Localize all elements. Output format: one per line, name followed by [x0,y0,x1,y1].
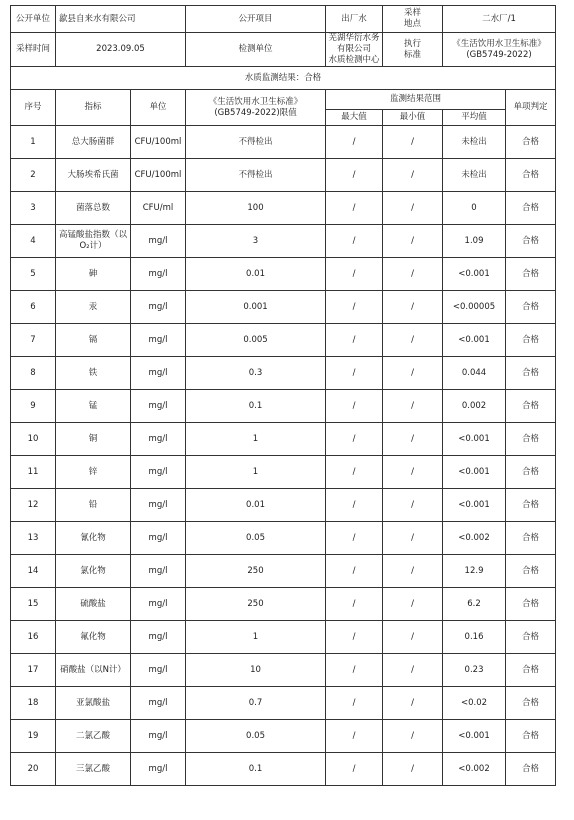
cell-min: / [383,621,443,654]
cell-max: / [326,555,383,588]
cell-avg: 1.09 [443,225,506,258]
cell-item: 锌 [56,456,131,489]
cell-no: 7 [11,324,56,357]
cell-unit: mg/l [131,291,186,324]
cell-max: / [326,225,383,258]
col-no: 序号 [11,90,56,126]
col-verdict: 单项判定 [506,90,556,126]
cell-no: 6 [11,291,56,324]
cell-verdict: 合格 [506,522,556,555]
cell-avg: 0.23 [443,654,506,687]
std-label-line-2: 标准 [404,49,422,60]
cell-item: 高锰酸盐指数（以O₂计） [56,225,131,258]
table-row [11,258,556,291]
cell-max: / [326,621,383,654]
cell-max: / [326,291,383,324]
cell-min: / [383,258,443,291]
cell-avg: 0 [443,192,506,225]
cell-avg: 0.002 [443,390,506,423]
table-row [11,588,556,621]
col-limit-line-2: (GB5749-2022)限值 [214,107,297,118]
cell-limit: 0.05 [186,720,326,753]
cell-unit: CFU/100ml [131,159,186,192]
cell-no: 3 [11,192,56,225]
cell-verdict: 合格 [506,423,556,456]
cell-verdict: 合格 [506,489,556,522]
cell-item: 铁 [56,357,131,390]
cell-avg: 未检出 [443,159,506,192]
cell-unit: mg/l [131,456,186,489]
cell-avg: <0.001 [443,324,506,357]
cell-limit: 0.01 [186,258,326,291]
table-row [11,687,556,720]
col-min: 最小值 [383,110,443,126]
cell-min: / [383,225,443,258]
site-label-line-1: 采样 [404,8,422,18]
table-row [11,753,556,786]
org-value-line-1: 芜湖华衍水务有限公司 [328,33,380,54]
cell-unit: mg/l [131,720,186,753]
cell-no: 17 [11,654,56,687]
cell-min: / [383,588,443,621]
cell-unit: mg/l [131,258,186,291]
cell-limit: 0.05 [186,522,326,555]
cell-avg: 12.9 [443,555,506,588]
col-item: 指标 [56,90,131,126]
cell-unit: mg/l [131,654,186,687]
org-value-line-2: 水质检测中心 [328,55,380,65]
cell-max: / [326,390,383,423]
cell-item: 锰 [56,390,131,423]
cell-max: / [326,456,383,489]
site-value: 二水厂/1 [443,6,556,33]
water-quality-report [10,5,555,786]
cell-no: 20 [11,753,56,786]
cell-avg: <0.002 [443,522,506,555]
cell-max: / [326,489,383,522]
cell-min: / [383,720,443,753]
cell-verdict: 合格 [506,555,556,588]
org-value [326,33,383,67]
cell-min: / [383,456,443,489]
cell-item: 大肠埃希氏菌 [56,159,131,192]
unit-label: 公开单位 [11,6,56,33]
cell-verdict: 合格 [506,258,556,291]
cell-avg: 0.16 [443,621,506,654]
cell-max: / [326,126,383,159]
cell-limit: 0.01 [186,489,326,522]
site-label [383,6,443,33]
cell-verdict: 合格 [506,456,556,489]
cell-min: / [383,192,443,225]
cell-max: / [326,687,383,720]
cell-avg: <0.001 [443,720,506,753]
cell-min: / [383,390,443,423]
cell-max: / [326,357,383,390]
cell-min: / [383,522,443,555]
cell-no: 4 [11,225,56,258]
cell-verdict: 合格 [506,687,556,720]
time-label: 采样时间 [11,33,56,67]
cell-no: 2 [11,159,56,192]
cell-verdict: 合格 [506,324,556,357]
cell-no: 8 [11,357,56,390]
table-row [11,720,556,753]
cell-max: / [326,522,383,555]
cell-unit: mg/l [131,522,186,555]
cell-max: / [326,192,383,225]
std-label-line-1: 执行 [404,38,422,49]
cell-avg: <0.001 [443,489,506,522]
col-limit [186,90,326,126]
cell-max: / [326,720,383,753]
cell-unit: mg/l [131,324,186,357]
cell-limit: 0.7 [186,687,326,720]
table-row [11,654,556,687]
column-header-row [11,90,556,110]
cell-min: / [383,357,443,390]
table-row [11,291,556,324]
table-row [11,192,556,225]
cell-avg: <0.02 [443,687,506,720]
std-value [443,33,556,67]
cell-max: / [326,258,383,291]
cell-no: 13 [11,522,56,555]
cell-unit: mg/l [131,621,186,654]
cell-unit: CFU/ml [131,192,186,225]
cell-limit: 250 [186,555,326,588]
col-unit: 单位 [131,90,186,126]
cell-avg: 未检出 [443,126,506,159]
cell-item: 菌落总数 [56,192,131,225]
cell-no: 10 [11,423,56,456]
cell-verdict: 合格 [506,588,556,621]
cell-min: / [383,324,443,357]
site-label-line-2: 地点 [404,19,422,29]
cell-limit: 100 [186,192,326,225]
cell-limit: 不得检出 [186,159,326,192]
col-max: 最大值 [326,110,383,126]
cell-unit: CFU/100ml [131,126,186,159]
cell-verdict: 合格 [506,159,556,192]
cell-verdict: 合格 [506,654,556,687]
cell-no: 14 [11,555,56,588]
header-row-2 [11,33,556,67]
cell-limit: 1 [186,423,326,456]
std-label [383,33,443,67]
cell-verdict: 合格 [506,390,556,423]
cell-verdict: 合格 [506,753,556,786]
cell-avg: <0.001 [443,423,506,456]
cell-item: 三氯乙酸 [56,753,131,786]
cell-limit: 0.3 [186,357,326,390]
table-row [11,522,556,555]
std-value-line-2: (GB5749-2022) [466,49,532,60]
unit-value: 歙县自来水有限公司 [56,6,186,33]
cell-item: 硝酸盐（以N计） [56,654,131,687]
cell-max: / [326,324,383,357]
table-row [11,423,556,456]
cell-avg: <0.001 [443,456,506,489]
cell-verdict: 合格 [506,357,556,390]
cell-max: / [326,423,383,456]
table-row [11,357,556,390]
cell-no: 18 [11,687,56,720]
table-row [11,390,556,423]
cell-unit: mg/l [131,588,186,621]
cell-max: / [326,753,383,786]
cell-no: 11 [11,456,56,489]
cell-unit: mg/l [131,753,186,786]
cell-verdict: 合格 [506,720,556,753]
cell-verdict: 合格 [506,291,556,324]
cell-item: 氰化物 [56,522,131,555]
cell-item: 硫酸盐 [56,588,131,621]
table-row [11,621,556,654]
cell-item: 二氯乙酸 [56,720,131,753]
cell-verdict: 合格 [506,192,556,225]
cell-avg: <0.00005 [443,291,506,324]
cell-max: / [326,588,383,621]
cell-limit: 3 [186,225,326,258]
cell-item: 铜 [56,423,131,456]
cell-limit: 0.005 [186,324,326,357]
cell-unit: mg/l [131,357,186,390]
cell-no: 9 [11,390,56,423]
summary-row [11,67,556,90]
cell-no: 16 [11,621,56,654]
cell-no: 5 [11,258,56,291]
header-row-1 [11,6,556,33]
cell-avg: 0.044 [443,357,506,390]
cell-limit: 不得检出 [186,126,326,159]
cell-avg: <0.002 [443,753,506,786]
project-value: 出厂水 [326,6,383,33]
cell-no: 19 [11,720,56,753]
cell-item: 氯化物 [56,555,131,588]
table-row [11,555,556,588]
cell-avg: 6.2 [443,588,506,621]
cell-unit: mg/l [131,390,186,423]
table-row [11,489,556,522]
cell-avg: <0.001 [443,258,506,291]
cell-min: / [383,423,443,456]
cell-verdict: 合格 [506,126,556,159]
cell-limit: 1 [186,621,326,654]
cell-unit: mg/l [131,225,186,258]
cell-limit: 10 [186,654,326,687]
cell-unit: mg/l [131,687,186,720]
cell-no: 1 [11,126,56,159]
std-value-line-1: 《生活饮用水卫生标准》 [452,38,546,49]
cell-no: 12 [11,489,56,522]
col-avg: 平均值 [443,110,506,126]
cell-item: 砷 [56,258,131,291]
cell-min: / [383,687,443,720]
cell-unit: mg/l [131,555,186,588]
cell-verdict: 合格 [506,621,556,654]
cell-min: / [383,753,443,786]
col-limit-line-1: 《生活饮用水卫生标准》 [208,96,303,107]
cell-no: 15 [11,588,56,621]
cell-limit: 1 [186,456,326,489]
cell-item: 总大肠菌群 [56,126,131,159]
cell-min: / [383,489,443,522]
col-range: 监测结果范围 [326,90,506,110]
cell-max: / [326,654,383,687]
project-label: 公开项目 [186,6,326,33]
cell-item: 氟化物 [56,621,131,654]
cell-item: 镉 [56,324,131,357]
table-row [11,159,556,192]
time-value: 2023.09.05 [56,33,186,67]
cell-item: 汞 [56,291,131,324]
cell-unit: mg/l [131,423,186,456]
cell-max: / [326,159,383,192]
table-row [11,225,556,258]
cell-min: / [383,126,443,159]
cell-limit: 0.1 [186,753,326,786]
cell-min: / [383,654,443,687]
table-row [11,456,556,489]
cell-limit: 0.001 [186,291,326,324]
cell-unit: mg/l [131,489,186,522]
cell-limit: 0.1 [186,390,326,423]
table-row [11,324,556,357]
cell-min: / [383,555,443,588]
cell-min: / [383,291,443,324]
table-row [11,126,556,159]
report-table [10,5,556,786]
cell-min: / [383,159,443,192]
cell-item: 铅 [56,489,131,522]
cell-limit: 250 [186,588,326,621]
cell-item: 亚氯酸盐 [56,687,131,720]
cell-verdict: 合格 [506,225,556,258]
org-label: 检测单位 [186,33,326,67]
summary-text: 水质监测结果：合格 [11,67,556,90]
